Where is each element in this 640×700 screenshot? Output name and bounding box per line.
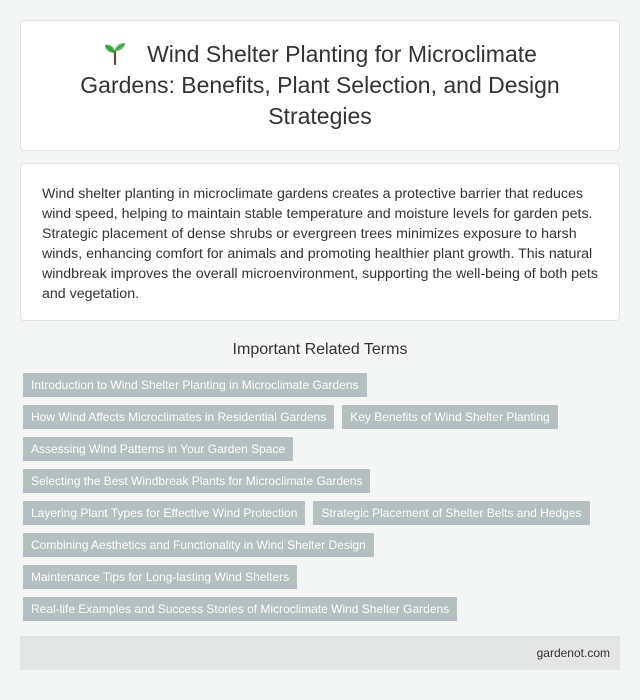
term-link[interactable]: Combining Aesthetics and Functionality in Wind Shelter Design — [23, 533, 374, 557]
related-terms-list — [23, 373, 623, 629]
term-link[interactable]: Key Benefits of Wind Shelter Planting — [342, 405, 557, 429]
footer-site-link[interactable]: gardenot.com — [536, 646, 610, 660]
sprout-icon — [103, 41, 127, 65]
term-row — [23, 469, 623, 493]
term-link[interactable]: Introduction to Wind Shelter Planting in Microclimate Gardens — [23, 373, 367, 397]
footer — [20, 636, 620, 670]
term-row — [23, 437, 623, 461]
term-row — [23, 501, 623, 525]
intro-text: Wind shelter planting in microclimate gardens creates a protective barrier that reduces wind speed, helping to maintain stable temperature and moisture levels for garden pets. Strategic placement of dense shrubs or evergreen trees minimizes exposure to harsh winds, enhancing comfort for animals and promoting healthier plant growth. This natural windbreak improves the overall microenvironment, supporting the well-being of both pets and vegetation. — [42, 186, 598, 302]
term-row — [23, 597, 623, 621]
term-link[interactable]: Strategic Placement of Shelter Belts and Hedges — [313, 501, 589, 525]
header-card — [20, 20, 620, 151]
page-title — [61, 39, 579, 132]
term-link[interactable]: Maintenance Tips for Long-lasting Wind Shelters — [23, 565, 297, 589]
term-row — [23, 373, 623, 397]
term-link[interactable]: How Wind Affects Microclimates in Residential Gardens — [23, 405, 334, 429]
term-row — [23, 405, 623, 429]
term-row — [23, 565, 623, 589]
term-link[interactable]: Selecting the Best Windbreak Plants for Microclimate Gardens — [23, 469, 370, 493]
page-title-text: Wind Shelter Planting for Microclimate Gardens: Benefits, Plant Selection, and Design Strategies — [80, 41, 560, 129]
related-terms-heading: Important Related Terms — [232, 341, 408, 358]
term-row — [23, 533, 623, 557]
term-link[interactable]: Layering Plant Types for Effective Wind Protection — [23, 501, 305, 525]
term-link[interactable]: Real-life Examples and Success Stories of Microclimate Wind Shelter Gardens — [23, 597, 457, 621]
term-link[interactable]: Assessing Wind Patterns in Your Garden Space — [23, 437, 293, 461]
intro-card — [20, 163, 620, 321]
